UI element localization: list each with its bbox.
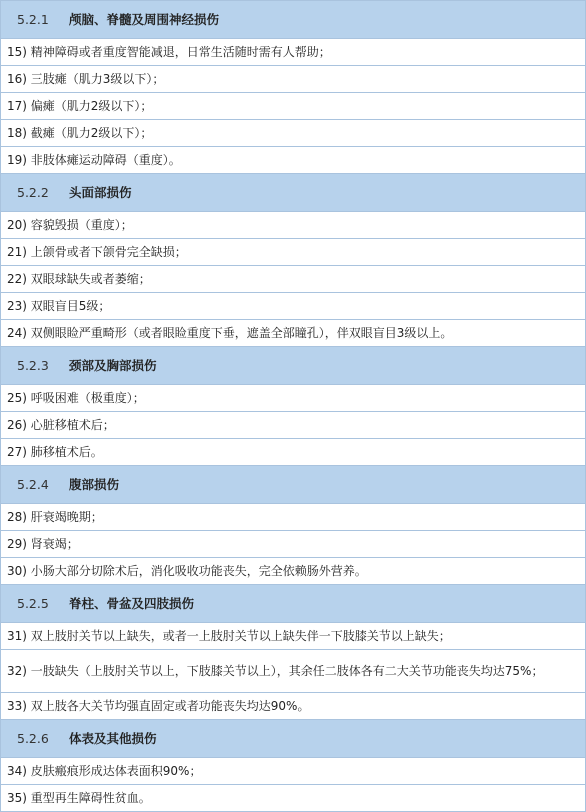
section-header: [0, 720, 586, 758]
section-number: 5.2.3: [17, 357, 49, 373]
table-row: [0, 120, 586, 147]
section-header: [0, 466, 586, 504]
table-row: [0, 439, 586, 466]
item-text: 18) 截瘫（肌力2级以下）；: [7, 126, 153, 140]
table-row: [0, 531, 586, 558]
table-row: [0, 385, 586, 412]
section-header: [0, 585, 586, 623]
table-row: [0, 650, 586, 693]
section-title: 颅脑、脊髓及周围神经损伤: [69, 11, 220, 27]
table-row: [0, 147, 586, 174]
section-number: 5.2.1: [17, 11, 49, 27]
section-number: 5.2.2: [17, 184, 49, 200]
table-row: [0, 693, 586, 720]
item-text: 25) 呼吸困难（极重度）；: [7, 391, 145, 405]
item-text: 21) 上颌骨或者下颌骨完全缺损；: [7, 245, 187, 259]
item-text: 26) 心脏移植术后；: [7, 418, 115, 432]
item-text: 33) 双上肢各大关节均强直固定或者功能丧失均达90%。: [7, 699, 310, 713]
section-title: 颈部及胸部损伤: [69, 357, 157, 373]
table-row: [0, 66, 586, 93]
item-text: 29) 肾衰竭；: [7, 537, 79, 551]
table-row: [0, 623, 586, 650]
item-text: 19) 非肢体瘫运动障碍（重度）。: [7, 153, 181, 167]
section-header: [0, 347, 586, 385]
item-text: 17) 偏瘫（肌力2级以下）；: [7, 99, 153, 113]
section-title: 体表及其他损伤: [69, 730, 157, 746]
item-text: 20) 容貌毁损（重度）；: [7, 218, 133, 232]
table-row: [0, 266, 586, 293]
table-row: [0, 293, 586, 320]
item-text: 35) 重型再生障碍性贫血。: [7, 791, 151, 805]
table-row: [0, 39, 586, 66]
item-text: 32) 一肢缺失（上肢肘关节以上，下肢膝关节以上），其余任二肢体各有二大关节功能丧失均达75%；: [7, 664, 544, 678]
item-text: 22) 双眼球缺失或者萎缩；: [7, 272, 151, 286]
item-text: 24) 双侧眼睑严重畸形（或者眼睑重度下垂，遮盖全部瞳孔），伴双眼盲目3级以上。: [7, 326, 453, 340]
section-header: [0, 174, 586, 212]
table-row: [0, 758, 586, 785]
item-text: 15) 精神障碍或者重度智能减退，日常生活随时需有人帮助；: [7, 45, 331, 59]
table-row: [0, 212, 586, 239]
table-row: [0, 239, 586, 266]
table-row: [0, 320, 586, 347]
table-row: [0, 412, 586, 439]
table-row: [0, 558, 586, 585]
section-number: 5.2.4: [17, 476, 49, 492]
section-title: 腹部损伤: [69, 476, 120, 492]
section-number: 5.2.5: [17, 595, 49, 611]
item-text: 28) 肝衰竭晚期；: [7, 510, 103, 524]
item-text: 34) 皮肤瘢痕形成达体表面积90%；: [7, 764, 202, 778]
item-text: 30) 小肠大部分切除术后，消化吸收功能丧失，完全依赖肠外营养。: [7, 564, 367, 578]
table-row: [0, 93, 586, 120]
item-text: 23) 双眼盲目5级；: [7, 299, 111, 313]
item-text: 27) 肺移植术后。: [7, 445, 103, 459]
section-header: [0, 1, 586, 39]
section-title: 脊柱、骨盆及四肢损伤: [69, 595, 195, 611]
section-title: 头面部损伤: [69, 184, 132, 200]
table-row: [0, 785, 586, 812]
table-row: [0, 504, 586, 531]
section-number: 5.2.6: [17, 730, 49, 746]
item-text: 16) 三肢瘫（肌力3级以下）；: [7, 72, 165, 86]
item-text: 31) 双上肢肘关节以上缺失，或者一上肢肘关节以上缺失伴一下肢膝关节以上缺失；: [7, 629, 451, 643]
